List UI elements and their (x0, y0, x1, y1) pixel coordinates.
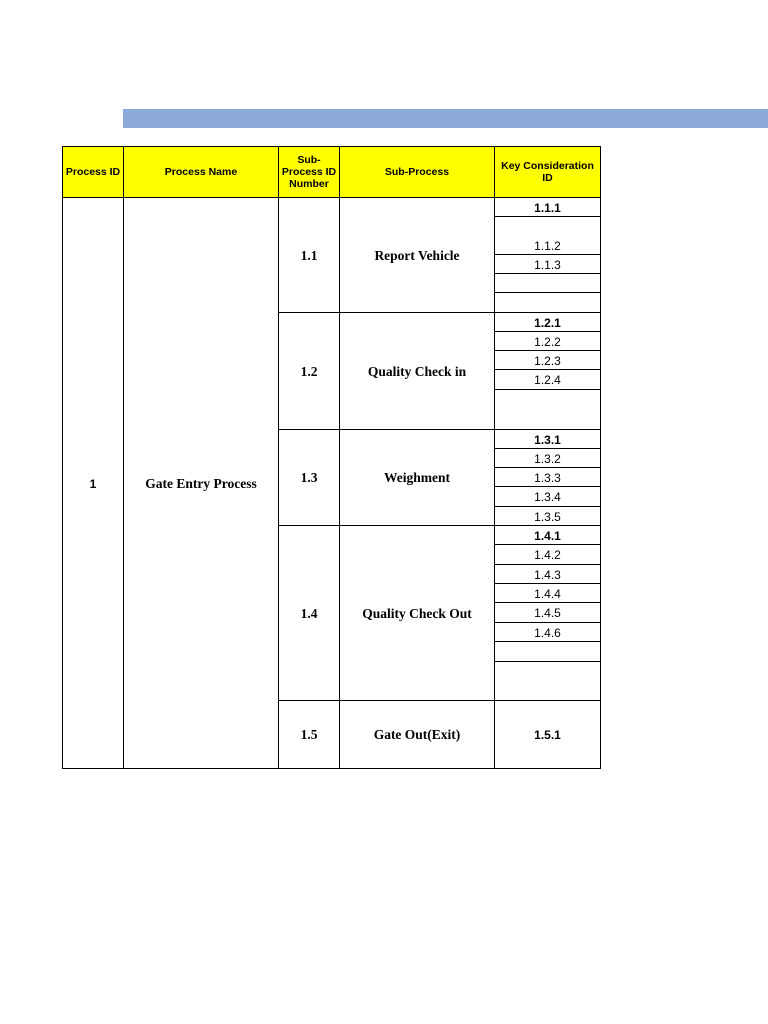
row-divider (494, 350, 601, 351)
key-consideration-cell: 1.4.6 (534, 625, 561, 640)
sub-process-id-1-1: 1.1 (300, 247, 318, 263)
group-divider (278, 429, 601, 430)
header-key-consideration-id: Key Consideration ID (494, 146, 601, 198)
process-table (62, 146, 601, 769)
sub-process-quality-check-out: Quality Check Out (362, 605, 472, 621)
header-sub-process-id: Sub- Process ID Number (278, 146, 340, 198)
header-process-name: Process Name (124, 146, 278, 198)
row-divider (494, 331, 601, 332)
sub-process-id-1-3: 1.3 (300, 470, 318, 485)
key-consideration-cell: 1.3.1 (534, 432, 561, 447)
row-divider (494, 486, 601, 487)
table-border-left (62, 146, 63, 769)
key-consideration-cell (494, 274, 601, 293)
row-divider (494, 602, 601, 603)
sub-process-id-1-4: 1.4 (300, 605, 318, 621)
group-divider (278, 312, 601, 313)
header-process-id: Process ID (62, 146, 124, 198)
row-divider (494, 564, 601, 565)
key-consideration-cell (494, 217, 601, 236)
row-divider (494, 369, 601, 370)
sub-process-quality-check-in: Quality Check in (367, 363, 467, 379)
key-consideration-cell (494, 390, 601, 430)
row-divider (494, 273, 601, 274)
process-name-cell: Gate Entry Process (145, 475, 257, 491)
key-consideration-cell: 1.3.4 (534, 490, 561, 504)
key-consideration-cell: 1.4.4 (534, 586, 561, 601)
blue-title-band (123, 109, 768, 128)
key-consideration-cell: 1.4.5 (534, 606, 561, 620)
column-divider (278, 146, 279, 769)
key-consideration-cell: 1.2.2 (534, 334, 561, 349)
row-divider (494, 254, 601, 255)
header-divider (62, 197, 601, 198)
column-divider (339, 146, 340, 769)
key-consideration-cell (494, 642, 601, 662)
key-consideration-cell (494, 662, 601, 701)
key-consideration-cell: 1.3.5 (534, 509, 561, 524)
key-consideration-cell: 1.1.2 (534, 239, 561, 253)
row-divider (494, 641, 601, 642)
row-divider (494, 389, 601, 390)
header-sub-process: Sub-Process (340, 146, 494, 198)
table-border-bottom (62, 768, 601, 769)
row-divider (494, 583, 601, 584)
sub-process-weighment: Weighment (384, 470, 450, 485)
key-consideration-cell: 1.2.3 (534, 353, 561, 368)
sub-process-report-vehicle: Report Vehicle (374, 247, 460, 263)
row-divider (494, 216, 601, 217)
row-divider (494, 506, 601, 507)
key-consideration-cell: 1.2.4 (534, 373, 561, 387)
table-border-right (600, 146, 601, 769)
sub-process-id-1-2: 1.2 (300, 363, 318, 379)
key-consideration-cell: 1.3.3 (534, 470, 561, 485)
key-consideration-cell: 1.4.2 (534, 548, 561, 562)
key-consideration-cell: 1.4.1 (534, 528, 561, 543)
key-consideration-cell (494, 293, 601, 313)
group-divider (278, 525, 601, 526)
row-divider (494, 622, 601, 623)
row-divider (494, 448, 601, 449)
key-consideration-cell: 1.3.2 (534, 451, 561, 466)
process-id-cell: 1 (89, 476, 97, 491)
sub-process-gate-out: Gate Out(Exit) (373, 727, 461, 742)
row-divider (494, 544, 601, 545)
row-divider (494, 292, 601, 293)
key-consideration-cell: 1.2.1 (534, 315, 561, 330)
key-consideration-cell: 1.1.1 (534, 200, 561, 215)
key-consideration-cell: 1.5.1 (534, 728, 561, 742)
key-consideration-cell: 1.1.3 (534, 257, 561, 272)
key-consideration-cell: 1.4.3 (534, 567, 561, 582)
column-divider (123, 146, 124, 769)
table-border-top (62, 146, 601, 147)
row-divider (494, 661, 601, 662)
column-divider (494, 146, 495, 769)
group-divider (278, 700, 601, 701)
sub-process-id-1-5: 1.5 (300, 727, 318, 742)
row-divider (494, 467, 601, 468)
